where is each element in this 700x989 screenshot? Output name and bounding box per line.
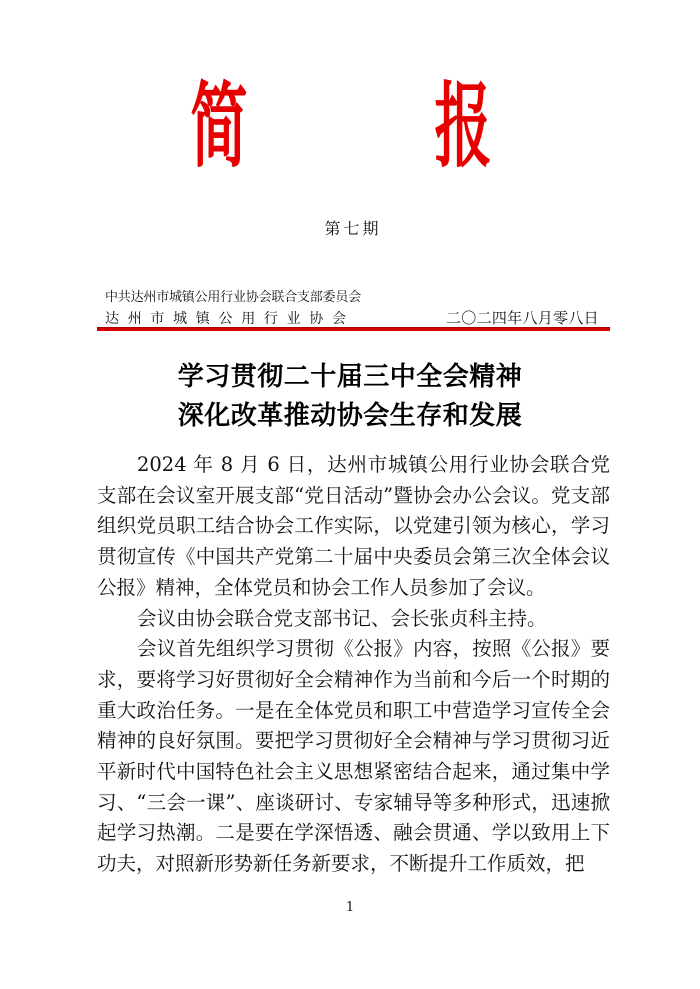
paragraph-study: 会议首先组织学习贯彻《公报》内容，按照《公报》要求，要将学习好贯彻好全会精神作为当前和今后一个时期的重大政治任务。一是在全体党员和职工中营造学习宣传全会精神的良好氛围。要把学习贯彻好全会精神与学习贯彻习近平新时代中国特色社会主义思想紧密结合起来，通过集中学习、“三会一课”、座谈研讨、专家辅导等多种形式，迅速掀起学习热潮。二是要在学深悟透、融会贯通、学以致用上下功夫，对照新形势新任务新要求，不断提升工作质效，把 [97,637,610,876]
article-title-line2: 深化改革推动协会生存和发展 [177,401,523,431]
org-date-row [105,307,599,328]
masthead-char-jian: 简 [190,72,248,180]
masthead-title [0,72,691,180]
issue-number: 第七期 [324,219,382,238]
issue-date: 二〇二四年八月零八日 [445,309,599,327]
masthead-char-bao: 报 [434,72,492,180]
red-divider-rule [97,327,610,331]
paragraph-host: 会议由协会联合党支部书记、会长张贞科主持。 [136,606,547,630]
paragraph-opening: 2024 年 8 月 6 日，达州市城镇公用行业协会联合党支部在会议室开展支部“党日活动”暨协会办公会议。党支部组织党员职工结合协会工作实际，以党建引领为核心，学习贯彻宣传《中国共产党第二十届中央委员会第三次全体会议公报》精神，全体党员和协会工作人员参加了会议。 [97,453,610,599]
org-name-line1: 中共达州市城镇公用行业协会联合支部委员会 [105,290,362,305]
page-number: 1 [345,900,355,915]
org-name-line2: 达州市城镇公用行业协会 [105,311,355,327]
article-title-line1: 学习贯彻二十届三中全会精神 [177,362,523,392]
article-title [0,358,700,436]
article-body [97,450,610,880]
